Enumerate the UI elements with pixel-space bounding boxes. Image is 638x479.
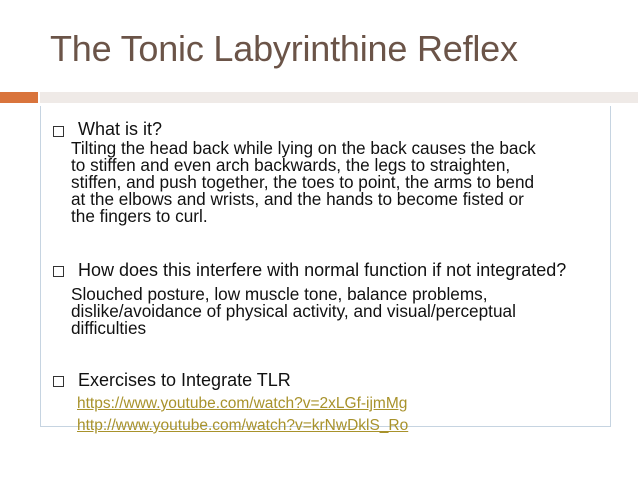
youtube-link-1[interactable]: https://www.youtube.com/watch?v=2xLGf-ijmMg (77, 395, 408, 412)
title-accent-bar (0, 92, 38, 103)
square-bullet-icon (53, 126, 64, 137)
body-line: to stiffen and even arch backwards, the legs to straighten, (71, 155, 511, 175)
body-line: stiffen, and push together, the toes to point, the arms to bend (71, 172, 535, 192)
square-bullet-icon (53, 376, 64, 387)
square-bullet-icon (53, 266, 64, 277)
section-body-what-is-it (71, 140, 611, 225)
section-heading-what-is-it: What is it? (78, 119, 163, 139)
section-body-interference (71, 286, 611, 337)
content-area (40, 106, 611, 434)
body-line: at the elbows and wrists, and the hands to become fisted or (71, 189, 524, 209)
slide-title: The Tonic Labyrinthine Reflex (50, 28, 518, 69)
body-line: dislike/avoidance of physical activity, and visual/perceptual (71, 301, 516, 321)
youtube-link-2[interactable]: http://www.youtube.com/watch?v=krNwDklS_Ro (77, 417, 409, 434)
body-line: Tilting the head back while lying on the back causes the back (71, 138, 536, 158)
section-heading-exercises: Exercises to Integrate TLR (78, 370, 291, 390)
title-divider-bar (40, 92, 638, 103)
section-heading-interference: How does this interfere with normal function if not integrated? (78, 260, 567, 280)
body-line: difficulties (71, 318, 147, 338)
body-line: Slouched posture, low muscle tone, balance problems, (71, 284, 488, 304)
body-line: the fingers to curl. (71, 206, 208, 226)
